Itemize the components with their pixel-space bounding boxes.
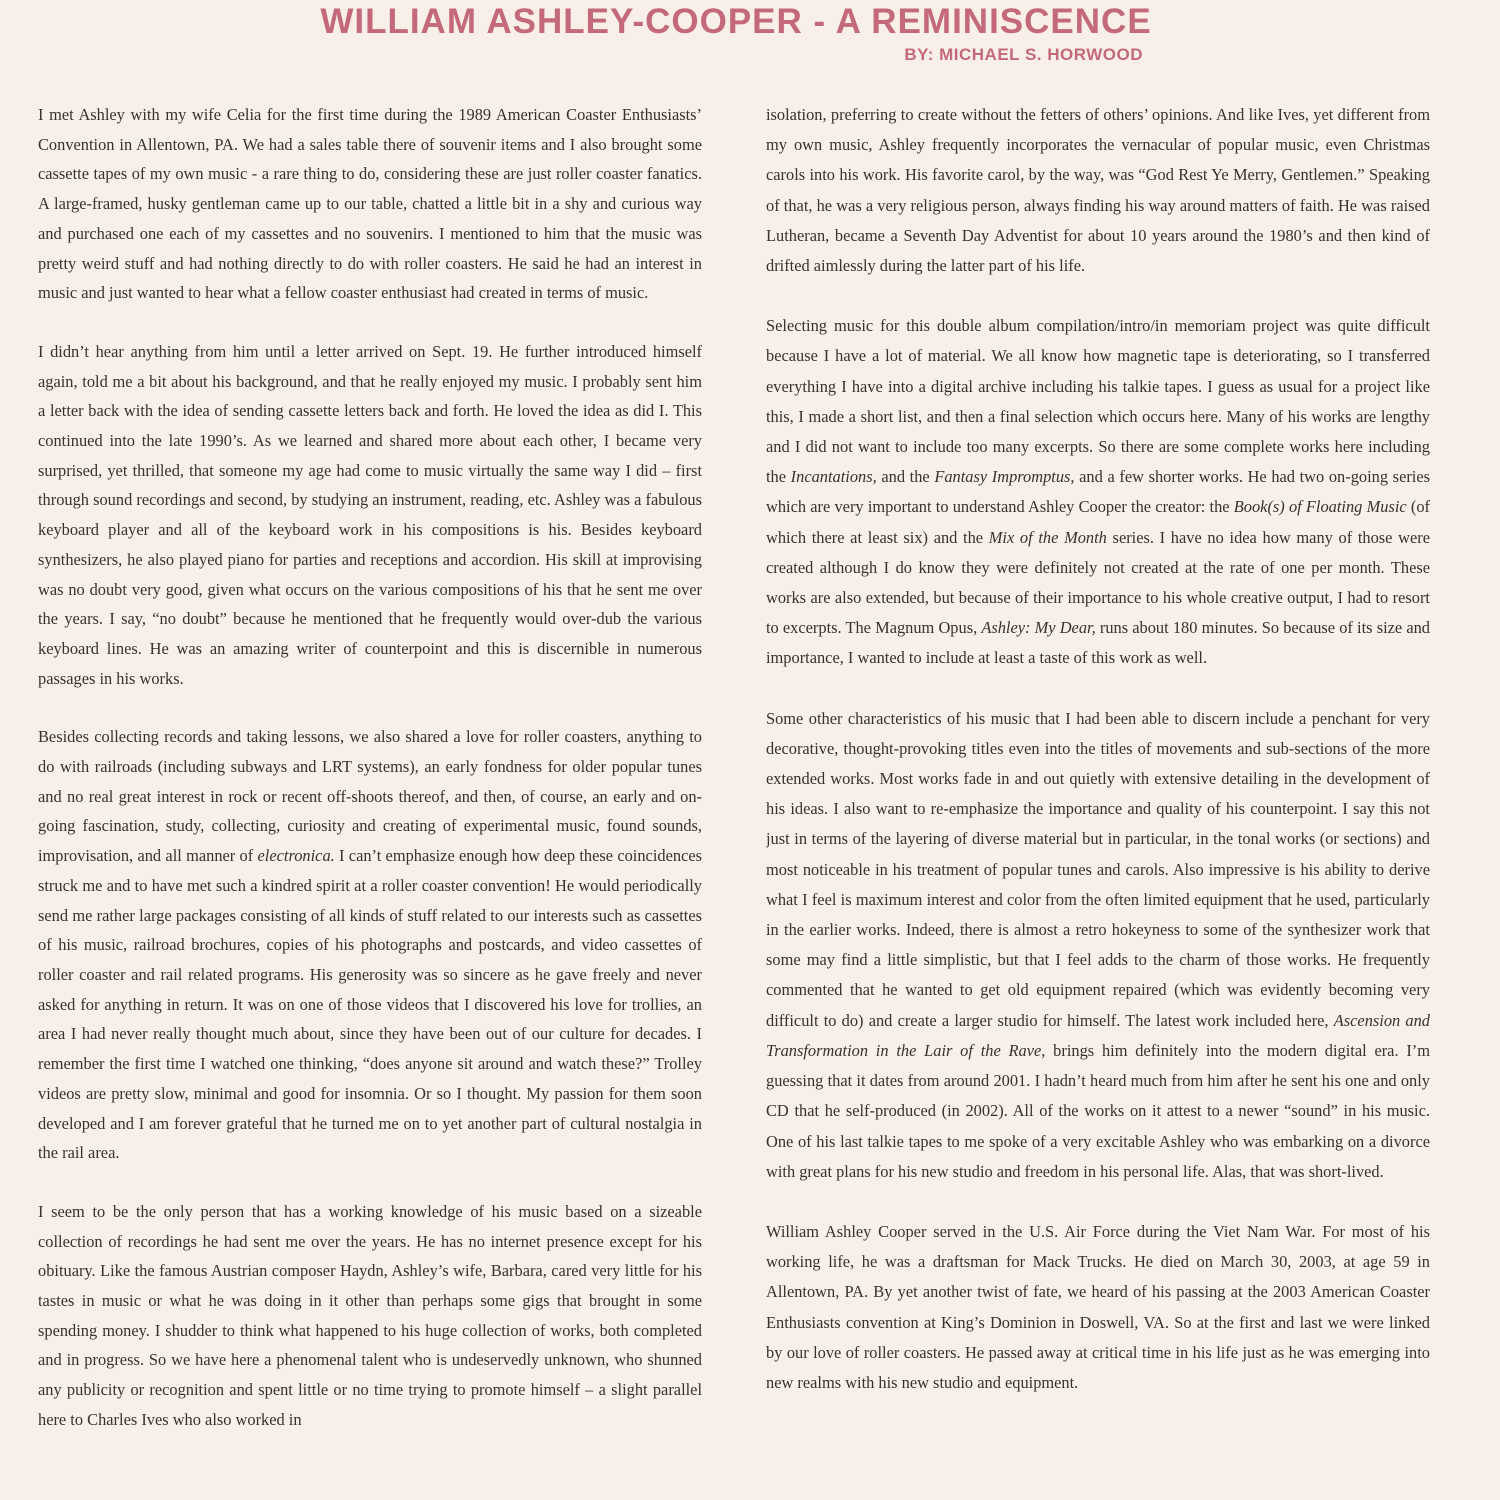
paragraph-first-meeting: I met Ashley with my wife Celia for the first time during the 1989 American Coaster Enthusiasts’ Convention in Allentown, PA. We had a sales table there of souvenir items and I also brought some cassette tapes of my own music - a rare thing to do, considering these are just roller coaster fanatics. A large-framed, husky gentleman came up to our table, chatted a little bit in a shy and curious way and purchased one each of my cassettes and no souvenirs. I mentioned to him that the music was pretty weird stuff and had nothing directly to do with roller coasters. He said he had an interest in music and just wanted to hear what a fellow coaster enthusiast had created in terms of music. [38,105,702,303]
italic-run: Ascension and Transformation in the Lair of the Rave, [766,1010,1430,1060]
page-header [0,0,1500,80]
right-column [766,100,1430,1490]
text-run: Some other characteristics of his music that I had been able to discern include a penchant for very decorative, thought-provoking titles even into the titles of movements and sub-sections of the more extended works. Most works fade in and out quietly with extensive detailing in the development of his ideas. I also want to re-emphasize the importance and quality of his counterpoint. I say this not just in terms of the layering of diverse material but in particular, in the tonal works (or sections) and most noticeable in his treatment of popular tunes and carols. Also impressive is his ability to derive what I feel is maximum interest and color from the often limited equipment that he used, particularly in the earlier works. Indeed, there is almost a retro hokeyness to some of the synthesizer work that some may find a little simplistic, but that I feel adds to the charm of those works. He frequently commented that he wanted to get old equipment repaired (which was evidently becoming very difficult to do) and create a larger studio for himself. The latest work included here, [766,708,1430,1030]
paragraph-characteristics [766,704,1430,1187]
paragraph-isolation: isolation, preferring to create without the fetters of others’ opinions. And like Ives, yet different from my own music, Ashley frequently incorporates the vernacular of popular music, even Christmas carols into his work. His favorite carol, by the way, was “God Rest Ye Merry, Gentlemen.” Speaking of that, he was a very religious person, always finding his way around matters of faith. He was raised Lutheran, became a Seventh Day Adventist for about 10 years around the 1980’s and then kind of drifted aimlessly during the latter part of his life. [766,105,1430,276]
text-run: and the [876,467,935,487]
italic-run: Incantations, [790,467,877,487]
paragraph-knowledge: I seem to be the only person that has a working knowledge of his music based on a sizeable collection of recordings he had sent me over the years. He has no internet presence except for his obituary. Like the famous Austrian composer Haydn, Ashley’s wife, Barbara, cared very little for his tastes in music or what he was doing in it other than perhaps some gigs that brought in some spending money. I shudder to think what happened to his huge collection of works, both completed and in progress. So we have here a phenomenal talent who is undeservedly unknown, who shunned any publicity or recognition and spent little or no time trying to promote himself – a slight parallel here to Charles Ives who also worked in [38,1201,702,1429]
italic-run: Mix of the Month [988,527,1107,547]
italic-run: Fantasy Impromptus, [934,467,1075,487]
page-title: WILLIAM ASHLEY-COOPER - A REMINISCENCE [320,2,1152,41]
text-run: brings him definitely into the modern digital era. I’m guessing that it dates from around 2001. I hadn’t heard much from him after he sent his one and only CD that he self-produced (in 2002). All of the works on it attest to a newer “sound” in his music. One of his last talkie tapes to me spoke of a very excitable Ashley who was embarking on a divorce with great plans for his new studio and freedom in his personal life. Alas, that was short-lived. [766,1040,1430,1181]
text-run: and a few shorter works. He had two on-going series which are very important to understand Ashley Cooper the creator: the [766,467,1430,517]
text-run: (of which there at least six) and the [766,497,1430,547]
text-run: runs about 180 minutes. So because of its size and importance, I wanted to include at least a taste of this work as well. [766,618,1430,668]
italic-run: Ashley: My Dear, [981,618,1096,638]
italic-run: Book(s) of Floating Music [1233,497,1407,517]
italic-run: electronica. [257,846,335,866]
text-run: Selecting music for this double album compilation/intro/in memoriam project was quite difficult because I have a lot of material. We all know how magnetic tape is deteriorating, so I transferred everything I have into a digital archive including his talkie tapes. I guess as usual for a project like this, I made a short list, and then a final selection which occurs here. Many of his works are lengthy and I did not want to include too many excerpts. So there are some complete works here including the [766,316,1430,487]
paragraph-shared-interests [38,722,702,1168]
paragraph-selecting-music [766,311,1430,673]
paragraph-letters: I didn’t hear anything from him until a letter arrived on Sept. 19. He further introduced himself again, told me a bit about his background, and that he really enjoyed my music. I probably sent him a letter back with the idea of sending cassette letters back and forth. He loved the idea as did I. This continued into the late 1990’s. As we learned and shared more about each other, I became very surprised, yet thrilled, that someone my age had come to music virtually the same way I did – first through sound recordings and second, by studying an instrument, reading, etc. Ashley was a fabulous keyboard player and all of the keyboard work in his compositions is his. Besides keyboard synthesizers, he also played piano for parties and receptions and accordion. His skill at improvising was no doubt very good, given what occurs on the various compositions of his that he sent me over the years. I say, “no doubt” because he mentioned that he frequently would over-dub the various keyboard lines. He was an amazing writer of counterpoint and this is discernible in numerous passages in his works. [38,341,702,688]
text-run: I can’t emphasize enough how deep these coincidences struck me and to have met such a kindred spirit at a roller coaster convention! He would periodically send me rather large packages consisting of all kinds of stuff related to our interests such as cassettes of his music, railroad brochures, copies of his photographs and postcards, and video cassettes of roller coaster and rail related programs. His generosity was so sincere as he gave freely and never asked for anything in return. It was on one of those videos that I discovered his love for trollies, an area I had never really thought much about, since they have been out of our culture for decades. I remember the first time I watched one thinking, “does anyone sit around and watch these?” Trolley videos are pretty slow, minimal and good for insomnia. Or so I thought. My passion for them soon developed and I am forever grateful that he turned me on to yet another part of cultural nostalgia in the rail area. [38,846,702,1163]
author-byline: BY: MICHAEL S. HORWOOD [904,45,1143,64]
paragraph-biography: William Ashley Cooper served in the U.S. Air Force during the Viet Nam War. For most of his working life, he was a draftsman for Mack Trucks. He died on March 30, 2003, at age 59 in Allentown, PA. By yet another twist of fate, we heard of his passing at the 2003 American Coaster Enthusiasts convention at King’s Dominion in Doswell, VA. So at the first and last we were linked by our love of roller coasters. He passed away at critical time in his life just as he was emerging into new realms with his new studio and equipment. [766,1221,1430,1392]
text-run: series. I have no idea how many of those were created although I do know they were definitely not created at the rate of one per month. These works are also extended, but because of their importance to his whole creative output, I had to resort to excerpts. The Magnum Opus, [766,527,1430,638]
text-run: Besides collecting records and taking lessons, we also shared a love for roller coasters, anything to do with railroads (including subways and LRT systems), an early fondness for older popular tunes and no real great interest in rock or recent off-shoots thereof, and then, of course, an early and on-going fascination, study, collecting, curiosity and creating of experimental music, found sounds, improvisation, and all manner of [38,727,702,866]
left-column [38,100,702,1490]
